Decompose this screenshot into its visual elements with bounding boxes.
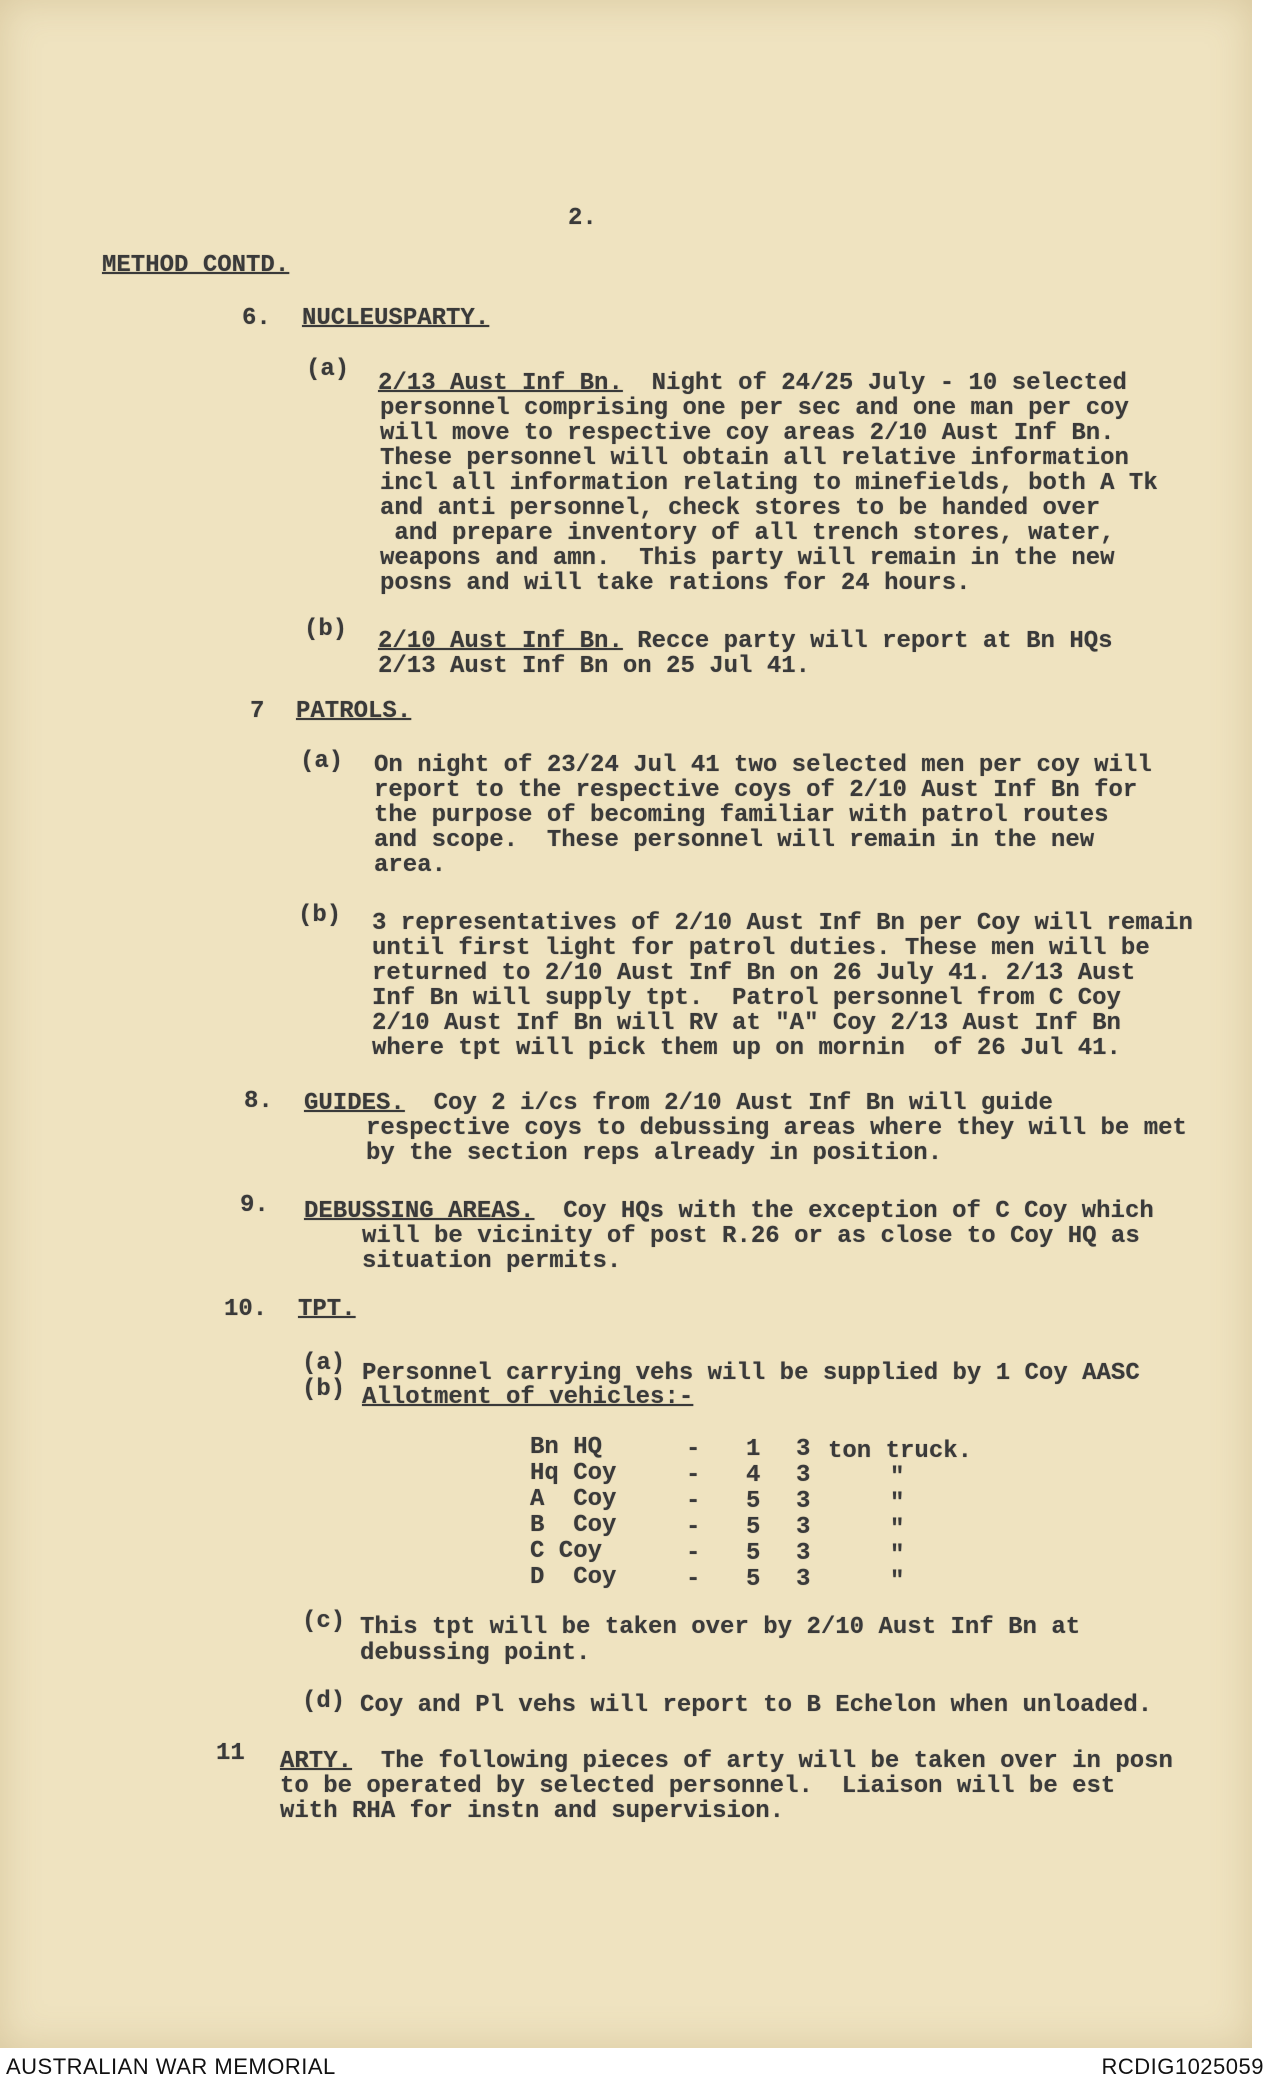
allot-type-4: "	[890, 1542, 905, 1569]
allot-dash-1: -	[686, 1462, 701, 1489]
para6a-lead: 2/13 Aust Inf Bn.	[378, 370, 623, 397]
para7b-line-4: Inf Bn will supply tpt. Patrol personnel from C Coy	[372, 985, 1121, 1012]
para11-line-1	[280, 1748, 1173, 1775]
para6a-line-2: personnel comprising one per sec and one man per coy	[380, 395, 1129, 422]
allot-dash-2: -	[686, 1488, 701, 1515]
para7b-line-6: where tpt will pick them up on mornin of 26 Jul 41.	[372, 1035, 1121, 1062]
para6b-label: (b)	[304, 616, 348, 643]
para7a-line-2: report to the respective coys of 2/10 Aust Inf Bn for	[374, 777, 1138, 804]
allot-dash-5: -	[686, 1566, 701, 1593]
para9-number: 9.	[240, 1192, 269, 1219]
para7b-label: (b)	[298, 902, 342, 929]
para6b-lead: 2/10 Aust Inf Bn.	[378, 628, 623, 655]
allot-type-5: "	[890, 1568, 905, 1595]
allot-count-1: 4	[746, 1462, 761, 1489]
section-heading: METHOD CONTD.	[102, 252, 290, 279]
para8-line-1	[304, 1090, 1053, 1117]
para9-heading: DEBUSSING AREAS.	[304, 1198, 535, 1225]
allot-dash-0: -	[686, 1436, 701, 1463]
para7b-line-3: returned to 2/10 Aust Inf Bn on 26 July 41. 2/13 Aust	[372, 960, 1136, 987]
para6a-line-1	[378, 370, 1127, 397]
para11-line-3: with RHA for instn and supervision.	[280, 1798, 785, 1825]
para6b-line-2: 2/13 Aust Inf Bn on 25 Jul 41.	[378, 653, 811, 680]
allot-type-2: "	[890, 1490, 905, 1517]
para10c-label: (c)	[302, 1608, 346, 1635]
para6a-label: (a)	[306, 356, 350, 383]
para8-text: Coy 2 i/cs from 2/10 Aust Inf Bn will guide	[433, 1090, 1053, 1117]
para9-line-3: situation permits.	[362, 1248, 622, 1275]
para6a-line-9: posns and will take rations for 24 hours.	[380, 570, 971, 597]
allot-size-3: 3	[796, 1514, 811, 1541]
para10a-text: Personnel carrying vehs will be supplied by 1 Coy AASC	[362, 1360, 1140, 1387]
para7b-line-5: 2/10 Aust Inf Bn will RV at "A" Coy 2/13 Aust Inf Bn	[372, 1010, 1121, 1037]
para7b-line-1: 3 representatives of 2/10 Aust Inf Bn per Coy will remain	[372, 910, 1193, 937]
allot-size-1: 3	[796, 1462, 811, 1489]
para6-number: 6.	[242, 305, 271, 332]
para6-heading: NUCLEUSPARTY.	[302, 305, 490, 332]
para10-heading: TPT.	[298, 1296, 356, 1323]
allot-dash-4: -	[686, 1540, 701, 1567]
para6a-line-7: and prepare inventory of all trench stores, water,	[380, 520, 1115, 547]
allot-size-0: 3	[796, 1436, 811, 1463]
para9-text: Coy HQs with the exception of C Coy which	[563, 1198, 1154, 1225]
para11-text: The following pieces of arty will be taken over in posn	[380, 1748, 1173, 1775]
archive-footer	[0, 2048, 1278, 2082]
para6a-line-8: weapons and amn. This party will remain in the new	[380, 545, 1115, 572]
para10a-label: (a)	[302, 1350, 346, 1377]
allot-size-2: 3	[796, 1488, 811, 1515]
para7-heading: PATROLS.	[296, 698, 412, 725]
para6a-line-5: incl all information relating to minefields, both A Tk	[380, 470, 1158, 497]
allot-count-4: 5	[746, 1540, 761, 1567]
para10c-line-1: This tpt will be taken over by 2/10 Aust Inf Bn at	[360, 1614, 1081, 1641]
page-number: 2.	[568, 205, 597, 232]
allot-unit-1: Hq Coy	[530, 1460, 617, 1487]
para7a-line-1: On night of 23/24 Jul 41 two selected men per coy will	[374, 752, 1152, 779]
para8-line-2: respective coys to debussing areas where they will be met	[366, 1115, 1187, 1142]
para10c-line-2: debussing point.	[360, 1640, 591, 1667]
para7a-line-5: area.	[374, 852, 447, 879]
para11-line-2: to be operated by selected personnel. Liaison will be est	[280, 1773, 1116, 1800]
allot-unit-5: D Coy	[530, 1564, 617, 1591]
para6b-text: Recce party will report at Bn HQs	[637, 628, 1113, 655]
allot-type-1: "	[890, 1464, 905, 1491]
para10-number: 10.	[224, 1296, 268, 1323]
allot-dash-3: -	[686, 1514, 701, 1541]
allot-count-2: 5	[746, 1488, 761, 1515]
vehicle-allotment-table	[530, 1434, 1010, 1594]
para7a-label: (a)	[300, 748, 344, 775]
para8-number: 8.	[244, 1088, 273, 1115]
allot-unit-2: A Coy	[530, 1486, 617, 1513]
para7a-line-4: and scope. These personnel will remain in the new	[374, 827, 1095, 854]
allot-count-5: 5	[746, 1566, 761, 1593]
para6a-line-4: These personnel will obtain all relative information	[380, 445, 1129, 472]
allot-type-0: ton truck.	[828, 1438, 973, 1465]
allot-count-3: 5	[746, 1514, 761, 1541]
para7b-line-2: until first light for patrol duties. These men will be	[372, 935, 1150, 962]
para11-heading: ARTY.	[280, 1748, 353, 1775]
allot-size-5: 3	[796, 1566, 811, 1593]
para8-line-3: by the section reps already in position.	[366, 1140, 943, 1167]
para6b-line-1	[378, 628, 1113, 655]
para10b-label: (b)	[302, 1376, 346, 1403]
para9-line-1	[304, 1198, 1154, 1225]
para10b-text: Allotment of vehicles:-	[362, 1384, 694, 1411]
footer-source: AUSTRALIAN WAR MEMORIAL	[6, 2054, 336, 2079]
para6a-text: Night of 24/25 July - 10 selected	[651, 370, 1127, 397]
para6a-line-3: will move to respective coy areas 2/10 Aust Inf Bn.	[380, 420, 1115, 447]
para8-heading: GUIDES.	[304, 1090, 405, 1117]
para7a-line-3: the purpose of becoming familiar with patrol routes	[374, 802, 1109, 829]
para7-number: 7	[250, 698, 265, 725]
allot-type-3: "	[890, 1516, 905, 1543]
para9-line-2: will be vicinity of post R.26 or as close to Coy HQ as	[362, 1223, 1140, 1250]
allot-unit-0: Bn HQ	[530, 1434, 603, 1461]
allot-count-0: 1	[746, 1436, 761, 1463]
allot-unit-3: B Coy	[530, 1512, 617, 1539]
allot-size-4: 3	[796, 1540, 811, 1567]
para10d-text: Coy and Pl vehs will report to B Echelon when unloaded.	[360, 1692, 1153, 1719]
allot-unit-4: C Coy	[530, 1538, 603, 1565]
para11-number: 11	[216, 1740, 245, 1767]
para6a-line-6: and anti personnel, check stores to be handed over	[380, 495, 1101, 522]
footer-record-id: RCDIG1025059	[1101, 2054, 1264, 2079]
para10d-label: (d)	[302, 1688, 346, 1715]
